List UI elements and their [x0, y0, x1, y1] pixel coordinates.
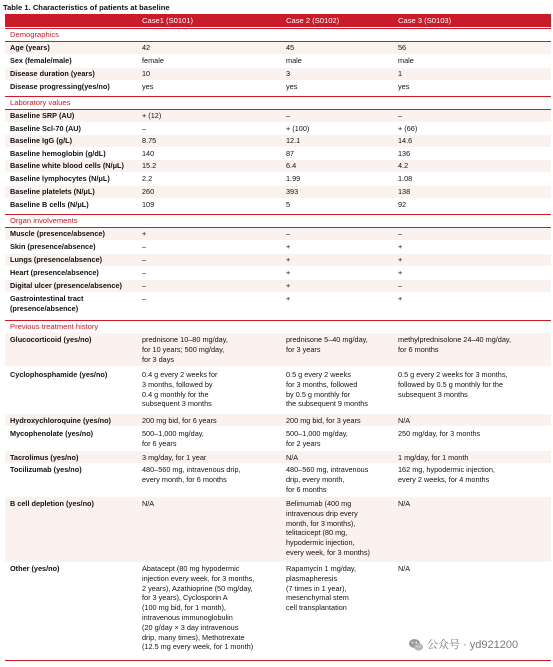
- cell-case3: 1 mg/day, for 1 month: [398, 453, 469, 462]
- cell-case2: Rapamycin 1 mg/day, plasmapheresis (7 times in 1 year), mesenchymal stem cell transplantation: [286, 564, 357, 613]
- table-row: [5, 148, 551, 160]
- cell-case2: 1.99: [286, 174, 301, 183]
- cell-case1: 3 mg/day, for 1 year: [142, 453, 207, 462]
- cell-case1: –: [142, 281, 147, 290]
- cell-case2: prednisone 5–40 mg/day, for 3 years: [286, 335, 368, 354]
- cell-label: Sex (female/male): [10, 56, 72, 65]
- cell-case2: Belimumab (400 mg intravenous drip every month, for 3 months), telitacicept (80 mg, hypodermic injection, every week, for 3 months): [286, 499, 370, 557]
- cell-case3: male: [398, 56, 414, 65]
- table-row: [5, 135, 551, 147]
- table-row: [5, 228, 551, 240]
- table-row: [5, 267, 551, 279]
- cell-label: Other (yes/no): [10, 564, 60, 573]
- cell-case1: 8.75: [142, 136, 157, 145]
- cell-label: Skin (presence/absence): [10, 242, 96, 251]
- cell-label: Baseline B cells (N/μL): [10, 200, 89, 209]
- cell-case1: +: [142, 229, 147, 238]
- cell-case1: –: [142, 255, 147, 264]
- cell-case3: N/A: [398, 416, 411, 425]
- cell-case1: 200 mg bid, for 6 years: [142, 416, 217, 425]
- table-row: [5, 333, 551, 366]
- cell-case2: –: [286, 111, 291, 120]
- table-row: [5, 81, 551, 94]
- section-label: Organ involvements: [10, 216, 78, 225]
- cell-case3: 92: [398, 200, 407, 209]
- cell-case1: 140: [142, 149, 155, 158]
- cell-label: Disease progressing(yes/no): [10, 82, 110, 91]
- cell-label: Lungs (presence/absence): [10, 255, 103, 264]
- table-row: [5, 368, 551, 413]
- cell-case2: yes: [286, 82, 298, 91]
- cell-case3: 14.6: [398, 136, 413, 145]
- section-header: [5, 96, 551, 110]
- cell-label: Baseline hemoglobin (g/dL): [10, 149, 106, 158]
- cell-label: Baseline IgG (g/L): [10, 136, 73, 145]
- cell-label: Mycophenolate (yes/no): [10, 429, 94, 438]
- cell-case2: 12.1: [286, 136, 301, 145]
- cell-label: Heart (presence/absence): [10, 268, 99, 277]
- section-header: [5, 320, 551, 334]
- cell-case2: 87: [286, 149, 295, 158]
- section-label: Previous treatment history: [10, 322, 99, 331]
- cell-case3: 56: [398, 43, 407, 52]
- cell-case2: 45: [286, 43, 295, 52]
- cell-case2: 5: [286, 200, 291, 209]
- cell-case3: +: [398, 294, 403, 303]
- cell-case1: 500–1,000 mg/day, for 6 years: [142, 429, 204, 448]
- cell-case2: 393: [286, 187, 299, 196]
- section-label: Laboratory values: [10, 98, 71, 107]
- cell-case3: N/A: [398, 499, 411, 508]
- cell-case1: 480–560 mg, intravenous drip, every month, for 6 months: [142, 465, 241, 484]
- cell-case1: 0.4 g every 2 weeks for 3 months, followed by 0.4 g monthly for the subsequent 3 months: [142, 370, 218, 409]
- table-row: [5, 160, 551, 172]
- cell-label: Gastrointestinal tract (presence/absence): [10, 294, 84, 313]
- cell-case2: +: [286, 255, 291, 264]
- cell-case2: 3: [286, 69, 291, 78]
- cell-case1: N/A: [142, 499, 155, 508]
- watermark-text: 公众号 · yd921200: [427, 639, 519, 651]
- cell-case2: +: [286, 281, 291, 290]
- cell-case3: –: [398, 281, 403, 290]
- table-row: [5, 427, 551, 450]
- table-row: [5, 497, 551, 565]
- cell-case2: +: [286, 294, 291, 303]
- cell-case2: 6.4: [286, 161, 297, 170]
- table-row: [5, 241, 551, 253]
- cell-case2: –: [286, 229, 291, 238]
- cell-case2: 200 mg bid, for 3 years: [286, 416, 361, 425]
- cell-case2: +: [286, 268, 291, 277]
- cell-case1: –: [142, 268, 147, 277]
- cell-label: Baseline SRP (AU): [10, 111, 75, 120]
- cell-label: B cell depletion (yes/no): [10, 499, 94, 508]
- cell-case1: 10: [142, 69, 151, 78]
- cell-case1: –: [142, 294, 147, 303]
- table-row: [5, 68, 551, 80]
- watermark: [408, 636, 548, 654]
- table-row: [5, 254, 551, 266]
- table-row: [5, 123, 551, 135]
- cell-case3: +: [398, 255, 403, 264]
- cell-label: Baseline Scl-70 (AU): [10, 124, 81, 133]
- table-row: [5, 199, 551, 212]
- cell-case1: –: [142, 124, 147, 133]
- cell-case1: Abatacept (80 mg hypodermic injection every week, for 3 months, 2 years), Azathioprine (50 mg/day, for 3 years), Cyclosporin A (100 mg bid, for 1 month), intravenous immunoglobulin (20 g/day × 3 day intravenous drip, many times), Methotrexate (12.5 mg every week, for 1 month): [142, 564, 255, 652]
- cell-case3: 250 mg/day, for 3 months: [398, 429, 481, 438]
- cell-case1: female: [142, 56, 164, 65]
- cell-case3: N/A: [398, 564, 411, 573]
- cell-case1: 260: [142, 187, 155, 196]
- cell-case1: 15.2: [142, 161, 157, 170]
- cell-case1: 42: [142, 43, 151, 52]
- cell-label: Tocilizumab (yes/no): [10, 465, 82, 474]
- cell-label: Cyclophosphamide (yes/no): [10, 370, 108, 379]
- cell-case2: 480–560 mg, intravenous drip, every month, for 6 months: [286, 465, 369, 494]
- cell-label: Digital ulcer (presence/absence): [10, 281, 122, 290]
- table-row: [5, 280, 551, 292]
- cell-case1: 2.2: [142, 174, 153, 183]
- table-row: [5, 110, 551, 122]
- cell-case2: N/A: [286, 453, 299, 462]
- cell-case3: 162 mg, hypodermic injection, every 2 weeks, for 4 months: [398, 465, 495, 484]
- cell-label: Baseline platelets (N/μL): [10, 187, 95, 196]
- cell-case3: 1.08: [398, 174, 413, 183]
- cell-label: Disease duration (years): [10, 69, 95, 78]
- header-case1: Case1 (S0101): [142, 16, 194, 25]
- cell-label: Age (years): [10, 43, 50, 52]
- cell-label: Muscle (presence/absence): [10, 229, 105, 238]
- section-label: Demographics: [10, 30, 59, 39]
- cell-case1: + (12): [142, 111, 162, 120]
- cell-label: Baseline lymphocytes (N/μL): [10, 174, 110, 183]
- cell-case2: 0.5 g every 2 weeks for 3 months, followed by 0.5 g monthly for the subsequent 9 months: [286, 370, 368, 409]
- table-row: [5, 186, 551, 198]
- table-row: [5, 55, 551, 67]
- cell-case1: –: [142, 242, 147, 251]
- table-row: [5, 463, 551, 499]
- cell-label: Glucocorticoid (yes/no): [10, 335, 92, 344]
- wechat-icon: [408, 637, 424, 653]
- cell-case2: 500–1,000 mg/day, for 2 years: [286, 429, 348, 448]
- table-title: Table 1. Characteristics of patients at baseline: [3, 3, 170, 12]
- cell-case1: 109: [142, 200, 155, 209]
- header-case3: Case 3 (S0103): [398, 16, 452, 25]
- section-header: [5, 28, 551, 42]
- cell-case3: 136: [398, 149, 411, 158]
- table-row: [5, 42, 551, 54]
- section-header: [5, 214, 551, 228]
- cell-case3: methylprednisolone 24–40 mg/day, for 6 months: [398, 335, 512, 354]
- table-bottom-rule: [5, 660, 551, 661]
- cell-case3: 1: [398, 69, 403, 78]
- table-header: [5, 14, 551, 27]
- table-row: [5, 293, 551, 317]
- cell-case3: + (66): [398, 124, 418, 133]
- table-row: [5, 414, 551, 426]
- cell-case3: 0.5 g every 2 weeks for 3 months, followed by 0.5 g monthly for the subsequent 3 months: [398, 370, 508, 399]
- cell-case1: yes: [142, 82, 154, 91]
- cell-case1: prednisone 10–80 mg/day, for 10 years; 500 mg/day, for 3 days: [142, 335, 228, 364]
- table-row: [5, 451, 551, 463]
- cell-label: Tacrolimus (yes/no): [10, 453, 79, 462]
- header-case2: Case 2 (S0102): [286, 16, 340, 25]
- cell-label: Baseline white blood cells (N/μL): [10, 161, 124, 170]
- cell-case3: +: [398, 268, 403, 277]
- cell-case3: –: [398, 111, 403, 120]
- cell-case3: +: [398, 242, 403, 251]
- cell-case3: 138: [398, 187, 411, 196]
- cell-case3: 4.2: [398, 161, 409, 170]
- cell-case2: + (100): [286, 124, 310, 133]
- cell-label: Hydroxychloroquine (yes/no): [10, 416, 111, 425]
- cell-case3: –: [398, 229, 403, 238]
- cell-case2: male: [286, 56, 302, 65]
- cell-case3: yes: [398, 82, 410, 91]
- table-row: [5, 173, 551, 185]
- cell-case2: +: [286, 242, 291, 251]
